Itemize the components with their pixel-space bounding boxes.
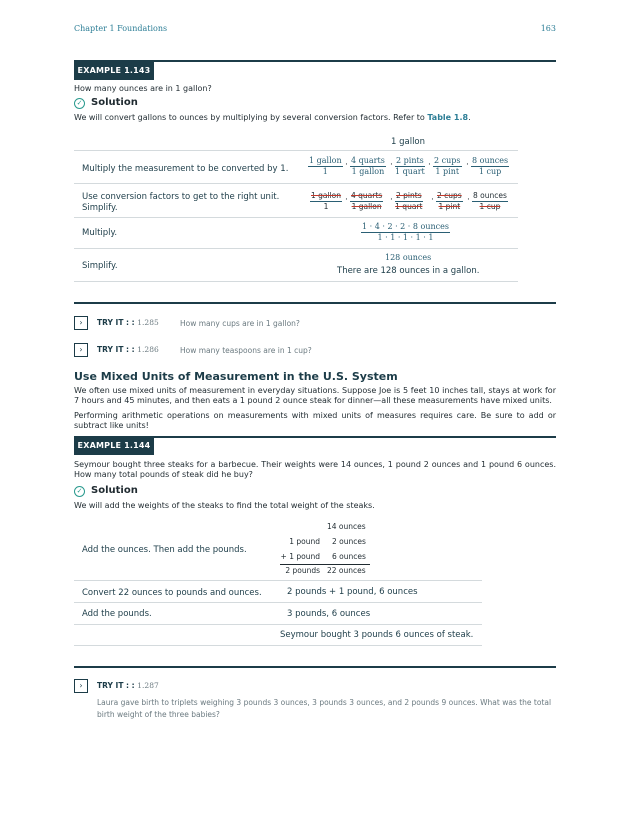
multiply-dot: · <box>390 160 393 170</box>
multiply-dot: · <box>428 160 431 170</box>
solution-intro: We will add the weights of the steaks to find the total weight of the steaks. <box>74 501 375 510</box>
expand-arrow-icon[interactable]: › <box>74 343 88 357</box>
example-label: EXAMPLE 1.143 <box>74 62 154 80</box>
step-label: Simplify. <box>82 261 118 271</box>
intro-period: . <box>468 113 471 122</box>
checkmark-circle-icon: ✓ <box>74 98 85 109</box>
sum-right: 2 ounces <box>332 537 366 546</box>
section-paragraph: Performing arithmetic operations on measurements with mixed units of measures requires care. Be sure to add or subtract like units! <box>74 411 556 430</box>
top-value: 1 gallon <box>391 137 426 147</box>
section-heading: Use Mixed Units of Measurement in the U.S. System <box>74 370 398 383</box>
sum-left: 2 pounds <box>285 566 320 575</box>
solution-heading: Solution <box>91 485 138 496</box>
cancelled-fraction <box>395 191 423 212</box>
checkmark-circle-icon: ✓ <box>74 486 85 497</box>
solution-intro <box>74 113 556 123</box>
numerator: 8 ounces <box>473 191 507 200</box>
step-value: 2 pounds + 1 pound, 6 ounces <box>287 587 418 597</box>
denominator: 1 <box>322 167 328 176</box>
numerator: 8 ounces <box>472 156 509 165</box>
sum-line <box>280 564 370 565</box>
denominator: 1 pint <box>438 202 461 211</box>
try-it-text: TRY IT : : <box>97 345 135 354</box>
cancelled-fraction <box>436 191 463 212</box>
table-divider <box>74 217 518 218</box>
denominator: 1 cup <box>479 202 501 211</box>
multiply-dot: · <box>345 195 348 205</box>
step-value: 3 pounds, 6 ounces <box>287 609 371 619</box>
multiply-dot: · <box>345 160 348 170</box>
denominator: 1 gallon <box>351 202 382 211</box>
sum-right: 22 ounces <box>327 566 366 575</box>
cancelled-fraction <box>310 191 342 212</box>
table-link[interactable]: Table 1.8 <box>427 113 469 122</box>
denominator: 1 <box>323 202 329 211</box>
example-question: Seymour bought three steaks for a barbecue. Their weights were 14 ounces, 1 pound 2 ounces and 1 pound 6 ounces. How many total pounds of steak did he buy? <box>74 460 556 479</box>
denominator: 1 pint <box>435 167 460 176</box>
sum-right: 14 ounces <box>327 522 366 531</box>
multiply-dot: · <box>431 195 434 205</box>
try-it-label <box>97 681 159 690</box>
multiply-dot: · <box>467 195 470 205</box>
sum-right: 6 ounces <box>332 552 366 561</box>
page-number: 163 <box>540 24 556 33</box>
table-divider <box>74 580 482 581</box>
table-divider <box>74 183 518 184</box>
intro-text: We will convert gallons to ounces by multiplying by several conversion factors. Refer to <box>74 113 428 122</box>
numerator: 2 cups <box>434 156 461 165</box>
try-it-question: Laura gave birth to triplets weighing 3 pounds 3 ounces, 3 pounds 3 ounces, and 2 pounds 9 ounces. What was the total birth weight of the three babies? <box>97 698 552 719</box>
fraction <box>395 156 425 177</box>
table-divider <box>74 150 518 151</box>
denominator: 1 cup <box>478 167 502 176</box>
multiply-dot: · <box>466 160 469 170</box>
running-header-chapter: Chapter 1 Foundations <box>74 24 168 33</box>
expand-arrow-icon[interactable]: › <box>74 679 88 693</box>
denominator: 1 · 1 · 1 · 1 · 1 <box>377 233 434 242</box>
numerator: 4 quarts <box>351 191 383 200</box>
answer-sentence: There are 128 ounces in a gallon. <box>337 266 480 276</box>
table-divider <box>74 645 482 646</box>
fraction <box>433 156 462 177</box>
step-label: Add the ounces. Then add the pounds. <box>82 545 247 555</box>
numerator: 1 gallon <box>311 191 342 200</box>
try-it-number: 1.285 <box>137 318 159 327</box>
answer-sentence: Seymour bought 3 pounds 6 ounces of steak. <box>280 630 474 640</box>
expand-arrow-icon[interactable]: › <box>74 316 88 330</box>
try-it-number: 1.287 <box>137 681 159 690</box>
example-label: EXAMPLE 1.144 <box>74 437 154 455</box>
try-it-number: 1.286 <box>137 345 159 354</box>
step-label: Use conversion factors to get to the right unit. Simplify. <box>82 192 280 213</box>
table-divider <box>74 602 482 603</box>
numerator: 2 cups <box>437 191 462 200</box>
fraction <box>471 156 509 177</box>
denominator: 1 quart <box>395 202 423 211</box>
example-question: How many ounces are in 1 gallon? <box>74 84 212 93</box>
try-it-question: How many teaspoons are in 1 cup? <box>180 346 312 355</box>
step-label: Convert 22 ounces to pounds and ounces. <box>82 588 262 598</box>
simplified-value: 128 ounces <box>385 253 432 262</box>
sum-left: + 1 pound <box>280 552 320 561</box>
cancelled-fraction <box>472 191 508 212</box>
denominator: 1 quart <box>395 167 425 176</box>
numerator: 2 pints <box>396 156 424 165</box>
solution-heading: Solution <box>91 97 138 108</box>
try-it-question: How many cups are in 1 gallon? <box>180 319 300 328</box>
try-it-top-rule <box>74 302 556 304</box>
numerator: 1 gallon <box>309 156 342 165</box>
try-it-text: TRY IT : : <box>97 318 135 327</box>
step-label: Multiply. <box>82 228 118 238</box>
numerator: 2 pints <box>396 191 422 200</box>
section-paragraph: We often use mixed units of measurement in everyday situations. Suppose Joe is 5 feet 10 inches tall, stays at work for 7 hours and 45 minutes, and then eats a 1 pound 2 ounce steak for dinner—all these measurements have mixed units. <box>74 386 556 405</box>
numerator: 1 · 4 · 2 · 2 · 8 ounces <box>362 222 449 231</box>
product-fraction <box>361 222 450 243</box>
step-label: Multiply the measurement to be converted by 1. <box>82 164 289 174</box>
table-divider <box>74 624 482 625</box>
table-divider <box>74 248 518 249</box>
denominator: 1 gallon <box>351 167 385 176</box>
fraction <box>308 156 343 177</box>
sum-left: 1 pound <box>289 537 320 546</box>
try-it-label <box>97 345 159 354</box>
try-it-text: TRY IT : : <box>97 681 135 690</box>
cancelled-fraction <box>350 191 383 212</box>
multiply-dot: · <box>390 195 393 205</box>
table-divider <box>74 281 518 282</box>
step-label: Add the pounds. <box>82 609 152 619</box>
fraction <box>350 156 386 177</box>
numerator: 4 quarts <box>351 156 385 165</box>
try-it-label <box>97 318 159 327</box>
try-it-top-rule <box>74 666 556 668</box>
